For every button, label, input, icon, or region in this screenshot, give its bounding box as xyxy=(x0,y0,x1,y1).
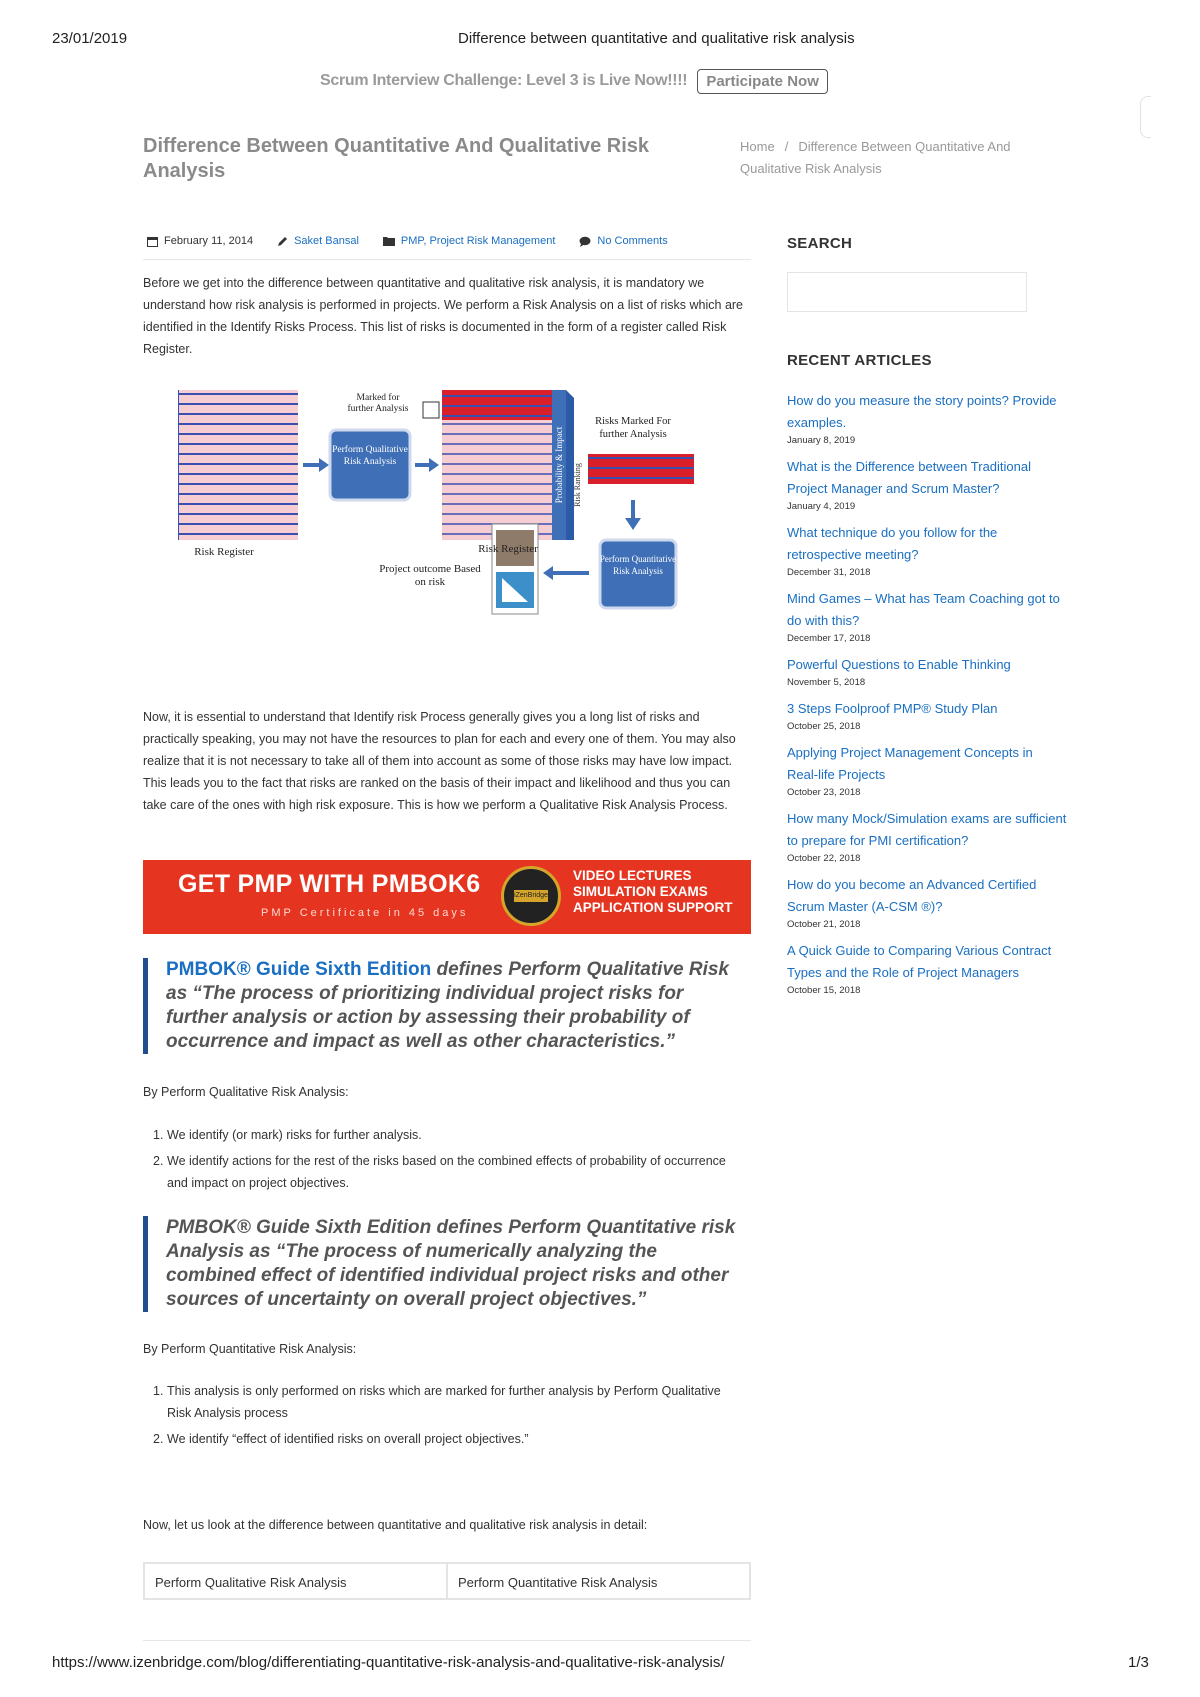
marked-checkbox xyxy=(423,402,439,418)
recent-article-date: November 5, 2018 xyxy=(787,677,866,688)
list-number: 1. xyxy=(153,1128,164,1142)
breadcrumb xyxy=(740,136,1060,180)
recent-article-item xyxy=(787,742,1067,800)
table-header-cell: Perform Quantitative Risk Analysis xyxy=(446,1564,749,1598)
list-item xyxy=(153,1124,743,1146)
list-number: 2. xyxy=(153,1432,164,1446)
search-heading: SEARCH xyxy=(787,235,853,252)
recent-article-item xyxy=(787,874,1067,932)
arrow-left-icon xyxy=(543,566,589,580)
breadcrumb-current: Difference Between Quantitative And Qualitative Risk Analysis xyxy=(740,139,1011,176)
list-item-text: We identify (or mark) risks for further analysis. xyxy=(167,1128,422,1142)
recent-article-item xyxy=(787,522,1067,580)
quote1-text: defines Perform Qualitative Risk as “The process of prioritizing individual project risks for further analysis or action by assessing their probability of occurrence and impact as well as other characteristics.” xyxy=(166,959,729,1052)
print-date: 23/01/2019 xyxy=(52,30,128,47)
recent-article-date: January 4, 2019 xyxy=(787,501,856,512)
recent-article-link[interactable]: Mind Games – What has Team Coaching got to do with this? xyxy=(787,591,1060,628)
list-item-text: We identify “effect of identified risks on overall project objectives.” xyxy=(167,1432,529,1446)
folder-icon xyxy=(383,236,395,246)
arrow-right-icon xyxy=(303,458,329,472)
post-meta xyxy=(147,235,747,247)
recent-article-link[interactable]: 3 Steps Foolproof PMP® Study Plan xyxy=(787,701,998,716)
body-paragraph-2: Now, it is essential to understand that Identify risk Process generally gives you a long list of risks and practically speaking, you may not have the resources to plan for each and every one of them. You may also realize that it is not necessary to take all of them into account as some of those risks may have low impact. This leads you to the fact that risks are ranked on the basis of their impact and likelihood and thus you can take care of the ones with high risk exposure. This is how we perform a Qualitative Risk Analysis Process. xyxy=(143,710,736,812)
recent-article-date: December 17, 2018 xyxy=(787,633,871,644)
risk-register-left-graphic xyxy=(178,390,298,540)
recent-article-date: January 8, 2019 xyxy=(787,435,856,446)
content-divider xyxy=(143,1640,751,1641)
meta-categories xyxy=(383,235,555,247)
breadcrumb-separator: / xyxy=(784,139,789,154)
recent-article-item xyxy=(787,390,1067,448)
table-header-cell: Perform Qualitative Risk Analysis xyxy=(155,1575,347,1590)
meta-comments-link[interactable]: No Comments xyxy=(597,235,668,247)
breadcrumb-home[interactable]: Home xyxy=(740,139,775,154)
banner-title: GET PMP WITH PMBOK6 xyxy=(178,870,481,898)
meta-comments xyxy=(579,235,667,247)
document-stack-icon xyxy=(492,524,538,614)
banner-features xyxy=(573,868,733,916)
recent-article-item xyxy=(787,698,1067,734)
recent-article-link[interactable]: How do you become an Advanced Certified Scrum Master (A-CSM ®)? xyxy=(787,877,1037,914)
print-title: Difference between quantitative and qualitative risk analysis xyxy=(458,30,855,47)
quantitative-intro: By Perform Quantitative Risk Analysis: xyxy=(143,1342,357,1356)
quote2-text: PMBOK® Guide Sixth Edition defines Perform Quantitative risk Analysis as “The process of numerically analyzing the combined effect of identified individual project risks and other sources of uncertainty on overall project objectives.” xyxy=(166,1217,736,1310)
list-item xyxy=(153,1428,743,1450)
risk-ranking-label: Risk Ranking xyxy=(573,463,582,507)
meta-date-text: February 11, 2014 xyxy=(164,235,254,247)
search-input[interactable] xyxy=(787,272,1027,312)
banner-seal-text: iZenBridge xyxy=(514,890,548,902)
recent-article-item xyxy=(787,588,1067,646)
recent-article-link[interactable]: What technique do you follow for the retrospective meeting? xyxy=(787,525,998,562)
recent-article-date: October 21, 2018 xyxy=(787,919,861,930)
recent-article-date: October 25, 2018 xyxy=(787,721,861,732)
list-item-text: We identify actions for the rest of the risks based on the combined effects of probability of occurrence and impact on project objectives. xyxy=(167,1154,726,1190)
recent-article-date: October 23, 2018 xyxy=(787,787,861,798)
recent-articles-list xyxy=(787,390,1067,1006)
meta-date xyxy=(147,235,253,247)
pmp-promo-banner[interactable] xyxy=(143,860,751,934)
participate-now-button[interactable]: Participate Now xyxy=(697,69,828,94)
recent-article-item xyxy=(787,654,1067,690)
recent-article-date: October 15, 2018 xyxy=(787,985,861,996)
prob-impact-label: Probability & Impact xyxy=(554,426,564,504)
banner-feature: VIDEO LECTURES xyxy=(573,868,692,883)
qualitative-box-label: Perform Qualitative Risk Analysis xyxy=(332,445,408,467)
pmbok-quantitative-quote xyxy=(143,1216,743,1312)
recent-article-item xyxy=(787,940,1067,998)
risks-marked-label: Risks Marked For further Analysis xyxy=(595,416,671,440)
qualitative-intro: By Perform Qualitative Risk Analysis: xyxy=(143,1085,349,1099)
recent-article-link[interactable]: Powerful Questions to Enable Thinking xyxy=(787,657,1011,672)
detail-intro: Now, let us look at the difference between quantitative and qualitative risk analysis in detail: xyxy=(143,1518,648,1532)
risk-analysis-diagram xyxy=(178,390,738,680)
calendar-icon xyxy=(147,236,158,247)
print-page-number: 1/3 xyxy=(1128,1654,1149,1671)
comment-icon xyxy=(579,236,591,247)
list-item xyxy=(153,1380,743,1424)
banner-subtitle: PMP Certificate in 45 days xyxy=(261,907,469,919)
recent-article-link[interactable]: How do you measure the story points? Provide examples. xyxy=(787,393,1057,430)
recent-article-item xyxy=(787,808,1067,866)
meta-categories-link[interactable]: PMP, Project Risk Management xyxy=(400,235,556,247)
recent-article-date: December 31, 2018 xyxy=(787,567,871,578)
qualitative-list xyxy=(153,1124,743,1198)
pencil-icon xyxy=(277,236,288,247)
recent-article-link[interactable]: What is the Difference between Traditional Project Manager and Scrum Master? xyxy=(787,459,1032,496)
meta-author xyxy=(277,235,359,247)
list-item xyxy=(153,1150,743,1194)
arrow-right-icon xyxy=(415,458,439,472)
recent-article-item xyxy=(787,456,1067,514)
banner-feature: APPLICATION SUPPORT xyxy=(573,900,733,915)
meta-author-link[interactable]: Saket Bansal xyxy=(294,235,359,247)
list-number: 2. xyxy=(153,1154,164,1168)
marked-for-label: Marked for further Analysis xyxy=(347,393,409,414)
meta-divider xyxy=(143,259,751,260)
pmbok-guide-link[interactable]: PMBOK® Guide Sixth Edition xyxy=(166,959,432,980)
list-item-text: This analysis is only performed on risks which are marked for further analysis by Perform Qualitative Risk Analysis process xyxy=(167,1384,721,1420)
recent-article-link[interactable]: How many Mock/Simulation exams are sufficient to prepare for PMI certification? xyxy=(787,811,1067,848)
recent-article-link[interactable]: A Quick Guide to Comparing Various Contract Types and the Role of Project Managers xyxy=(787,943,1052,980)
marked-risks-graphic xyxy=(588,454,694,484)
banner-feature: SIMULATION EXAMS xyxy=(573,884,708,899)
risk-register-left-label: Risk Register xyxy=(194,546,254,558)
banner-seal-logo xyxy=(501,866,561,926)
arrow-down-icon xyxy=(625,500,641,530)
recent-article-link[interactable]: Applying Project Management Concepts in Real-life Projects xyxy=(787,745,1033,782)
quantitative-list xyxy=(153,1380,743,1454)
recent-articles-heading: RECENT ARTICLES xyxy=(787,352,932,369)
quantitative-box-label: Perform Quantitative Risk Analysis xyxy=(599,554,677,576)
list-number: 1. xyxy=(153,1384,164,1398)
page-title: Difference Between Quantitative And Qualitative Risk Analysis xyxy=(143,135,650,182)
print-url: https://www.izenbridge.com/blog/differentiating-quantitative-risk-analysis-and-qualitative-risk-analysis/ xyxy=(52,1654,725,1671)
project-outcome-label: Project outcome Based on risk xyxy=(379,563,481,588)
recent-article-date: October 22, 2018 xyxy=(787,853,861,864)
side-widget-tab[interactable] xyxy=(1140,96,1151,138)
promo-text[interactable]: Scrum Interview Challenge: Level 3 is Live Now!!!! xyxy=(320,72,688,89)
risk-register-mid-label: Risk Register xyxy=(478,543,538,555)
pmbok-qualitative-quote xyxy=(143,958,743,1054)
promo-bar xyxy=(320,66,828,96)
intro-paragraph: Before we get into the difference between quantitative and qualitative risk analysis, it is mandatory we understand how risk analysis is performed in projects. We perform a Risk Analysis on a list of risks which are identified in the Identify Risks Process. This list of risks is documented in the form of a register called Risk Register. xyxy=(143,276,744,356)
comparison-table xyxy=(143,1562,751,1600)
